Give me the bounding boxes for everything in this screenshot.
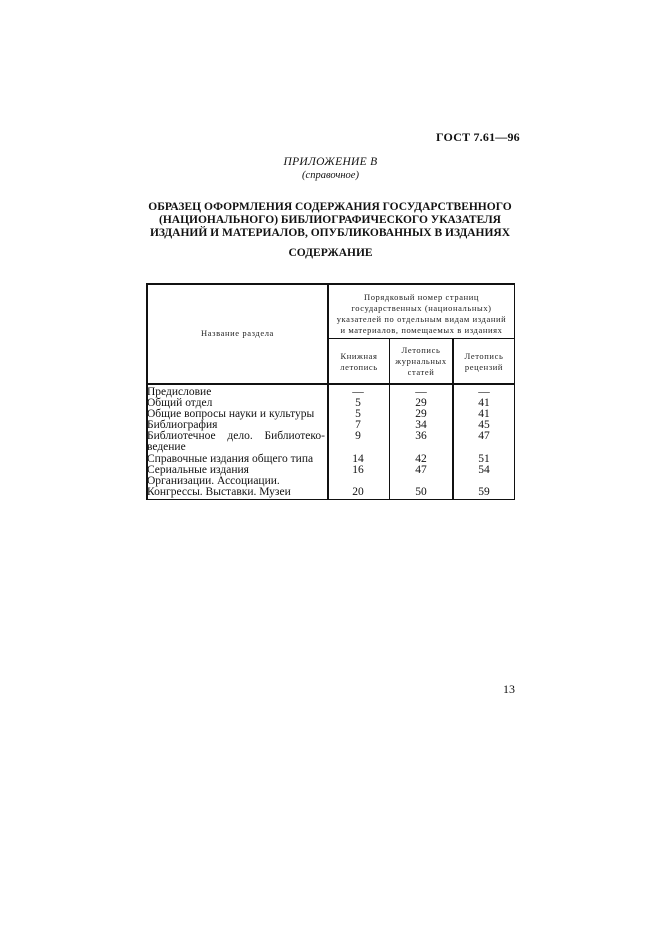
- row-journal-page: 42: [415, 453, 427, 465]
- document-title-line: ОБРАЗЕЦ ОФОРМЛЕНИЯ СОДЕРЖАНИЯ ГОСУДАРСТВЕННОГО: [148, 201, 512, 213]
- row-review-page: 51: [478, 453, 490, 465]
- contents-table: [146, 283, 515, 500]
- header-review-chronicle: Летопись рецензий: [464, 351, 504, 372]
- row-journal-page: 50: [415, 486, 427, 498]
- header-group: Порядковый номер страниц государственных (национальных) указателей по отдельным видам изданий и материалов, помещаемых в изданиях: [336, 292, 507, 335]
- header-journal-chronicle: Летопись журнальных статей: [395, 345, 447, 377]
- header-book-chronicle: Книжная летопись: [340, 351, 378, 372]
- table-border-top: [146, 283, 515, 285]
- table-row-continuation: [146, 487, 515, 498]
- row-section-name: Библиография: [147, 419, 218, 431]
- row-review-page: —: [478, 386, 490, 398]
- row-section-name: Библиотечное дело. Библиотеко-: [147, 430, 325, 442]
- appendix-subtitle: (справочное): [302, 170, 359, 181]
- row-journal-page: 29: [415, 397, 427, 409]
- row-book-page: 5: [355, 408, 361, 420]
- row-review-page: 54: [478, 464, 490, 476]
- row-book-page: 20: [352, 486, 364, 498]
- section-heading: СОДЕРЖАНИЕ: [288, 247, 373, 259]
- page-number: 13: [503, 682, 515, 696]
- row-review-page: 41: [478, 408, 490, 420]
- row-book-page: 14: [352, 453, 364, 465]
- document-title-line: (НАЦИОНАЛЬНОГО) БИБЛИОГРАФИЧЕСКОГО УКАЗАТЕЛЯ: [159, 214, 501, 226]
- standard-code: ГОСТ 7.61—96: [436, 130, 520, 144]
- table-border-bottom: [146, 499, 515, 500]
- row-review-page: 45: [478, 419, 490, 431]
- row-review-page: 47: [478, 430, 490, 442]
- row-journal-page: 36: [415, 430, 427, 442]
- header-group-divider: [327, 338, 515, 339]
- row-section-name: Общие вопросы науки и культуры: [147, 408, 315, 420]
- row-book-page: —: [352, 386, 364, 398]
- row-book-page: 7: [355, 419, 361, 431]
- row-journal-page: 47: [415, 464, 427, 476]
- row-review-page: 41: [478, 397, 490, 409]
- row-section-name: Справочные издания общего типа: [147, 453, 314, 465]
- document-title-line: ИЗДАНИЙ И МАТЕРИАЛОВ, ОПУБЛИКОВАННЫХ В ИЗДАНИЯХ: [149, 227, 511, 239]
- appendix-title: ПРИЛОЖЕНИЕ В: [283, 156, 378, 168]
- row-book-page: 9: [355, 430, 361, 442]
- row-journal-page: 34: [415, 419, 427, 431]
- row-section-name-continuation: Конгрессы. Выставки. Музеи: [147, 486, 291, 498]
- row-journal-page: —: [415, 386, 427, 398]
- table-row: [146, 431, 515, 442]
- document-title: [140, 201, 520, 240]
- header-body-divider: [146, 383, 515, 385]
- row-section-name: Предисловие: [147, 386, 212, 398]
- row-journal-page: 29: [415, 408, 427, 420]
- header-section-name: Название раздела: [201, 328, 274, 338]
- row-review-page: 59: [478, 486, 490, 498]
- row-section-name: Организации. Ассоциации.: [147, 475, 280, 487]
- row-section-name: Сериальные издания: [147, 464, 249, 476]
- row-book-page: 5: [355, 397, 361, 409]
- row-section-name-continuation: ведение: [147, 441, 186, 453]
- row-book-page: 16: [352, 464, 364, 476]
- row-section-name: Общий отдел: [147, 397, 213, 409]
- table-row-continuation: [146, 442, 515, 453]
